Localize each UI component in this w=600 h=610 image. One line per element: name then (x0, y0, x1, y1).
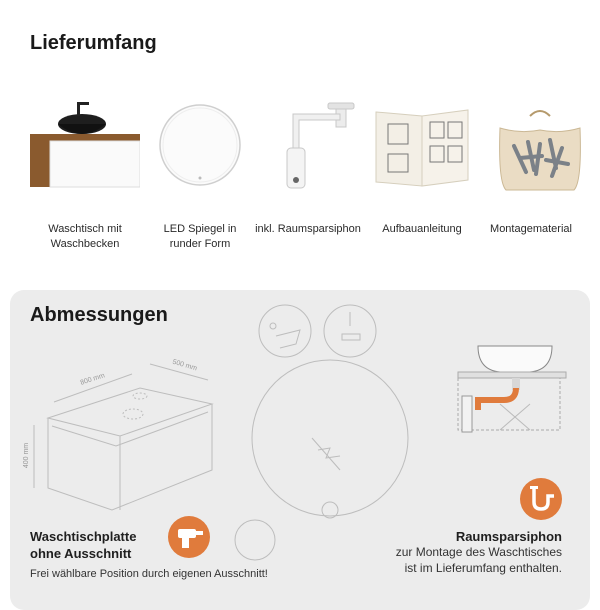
siphon-badge-icon (520, 478, 562, 520)
text-line: zur Montage des Waschtisches (395, 545, 562, 559)
right-feature-title: Raumsparsiphon (455, 529, 562, 544)
right-feature-text (396, 544, 562, 576)
caption-line: Montagematerial (490, 223, 572, 235)
caption-line: Waschtisch mit (48, 223, 122, 235)
dim-width-label: 800 mm (79, 372, 106, 387)
dim-height-label: 400 mm (23, 442, 31, 469)
caption-line: Waschbecken (50, 238, 120, 250)
caption-line: LED Spiegel in (163, 223, 237, 235)
title-line: ohne Ausschnitt (30, 546, 132, 561)
title-line: Waschtischplatte (30, 529, 137, 544)
caption-line: runder Form (169, 238, 231, 250)
dim-depth-label: 500 mm (171, 358, 198, 373)
section-title-lieferumfang: Lieferumfang (30, 32, 157, 54)
left-feature-text: Frei wählbare Position durch eigenen Ausschnitt! (30, 568, 268, 580)
text-line: ist im Lieferumfang enthalten. (404, 561, 562, 575)
caption-line: Aufbauanleitung (382, 223, 462, 235)
caption-line: inkl. Raumsparsiphon (255, 223, 361, 235)
left-feature-title (30, 528, 136, 562)
drill-icon (168, 516, 210, 558)
section-title-abmessungen: Abmessungen (30, 304, 168, 326)
